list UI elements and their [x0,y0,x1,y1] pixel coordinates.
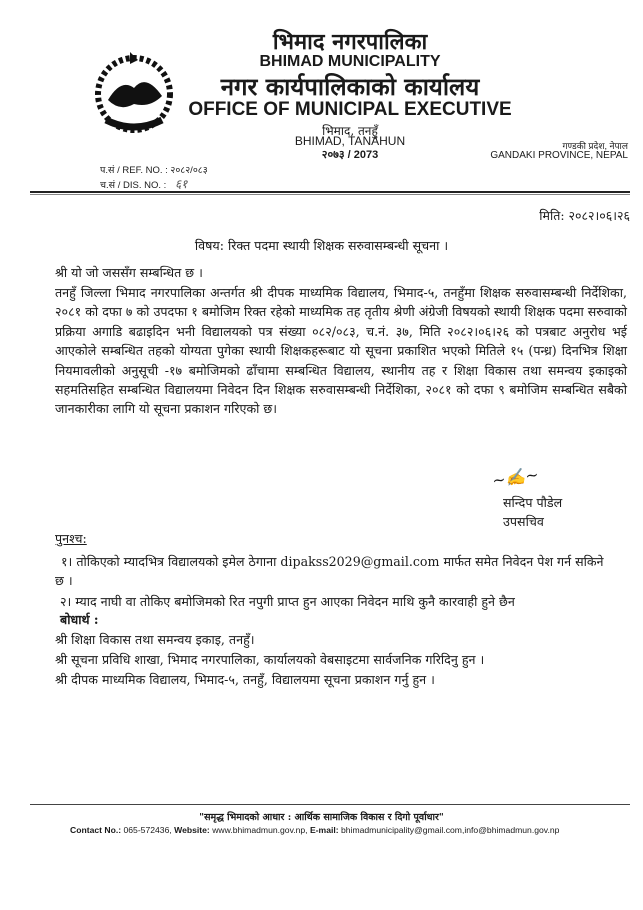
postscript-heading: पुनश्च: [55,531,87,546]
ref-label: प.सं / REF. NO. : [100,165,168,176]
subject: विषय: रिक्त पदमा स्थायी शिक्षक सरुवासम्बन्धी सूचना । [194,238,449,253]
email-label: E-mail: [309,825,339,835]
contact-number: 065-572436, [123,825,172,835]
contact-label: Contact No.: [70,825,122,835]
cc-item: श्री दीपक माध्यमिक विद्यालय, भिमाद-५, तनहुँ, विद्यालयमा सूचना प्रकाशन गर्नु हुन । [55,672,435,687]
signature-mark: ~✍~ [490,464,540,491]
cc-item: श्री शिक्षा विकास तथा समन्वय इकाइ, तनहुँ। [55,632,255,647]
signatory-name: सन्दिप पौडेल [503,495,563,510]
dis-no [100,175,187,192]
salutation: श्री यो जो जससँग सम्बन्धित छ । [55,265,203,280]
location-en: BHIMAD, TANAHUN [294,134,406,148]
website-label: Website: [174,825,210,835]
footer-divider [30,804,630,805]
province-en: GANDAKI PROVINCE, NEPAL [490,150,628,161]
location-np: भिमाद, तनहुँ [322,124,378,138]
website-link[interactable]: www.bhimadmun.gov.np, [212,825,308,835]
header-divider [30,191,630,195]
signatory-title: उपसचिव [503,514,544,529]
footer-contact [70,825,559,835]
dis-value: ६१ [174,177,188,191]
name-en: BHIMAD MUNICIPALITY [259,53,441,70]
notice-body: तनहुँ जिल्ला भिमाद नगरपालिका अन्तर्गत श्री दीपक माध्यमिक विद्यालय, भिमाद-५, तनहुँमा शिक्षक सरुवासम्बन्धी निर्देशिका, २०८१ को दफा ७ को उपदफा १ बमोजिम रिक्त रहेको माध्यमिक तह तृतीय श्रेणी अंग्रेजी विषयको स्थायी शिक्षक पदमा सरुवाको प्रक्रिया अगाडि बढाइदिन भनी विद्यालयको पत्र संख्या ०८२/०८३, च.नं. ३७, मिति २०८२।०६।२६ को पत्रबाट अनुरोध भई आएकोले सम्बन्धित तहको योग्यता पुगेका स्थायी शिक्षकहरूबाट यो सूचना प्रकाशित भएको मितिले १५ (पन्ध्र) दिनभित्र शिक्षा नियमावलीको अनुसूची -१७ बमोजिमको ढाँचामा सम्बन्धित विद्यालय, स्थानीय तह र शिक्षा विकास तथा समन्वय इकाइको सहमतिसहित सम्बन्धित विद्यालयमा निवेदन दिन शिक्षक सरुवासम्बन्धी निर्देशिका, २०८१ को दफा ९ बमोजिम सम्बन्धित सबैको जानकारीका लागि यो सूचना प्रकाशन गरिएको छ। [55,285,627,417]
postscript-item: २। म्याद नाघी वा तोकिए बमोजिमको रित नपुगी प्राप्त हुन आएका निवेदन माथि कुनै कारवाही हुने छैन [60,594,515,609]
province-np: गण्डकी प्रदेश, नेपाल [562,141,628,151]
dis-label: च.सं / DIS. NO. : [100,180,167,191]
footer-slogan: "समृद्ध भिमादको आधार : आर्थिक सामाजिक विकास र दिगो पूर्वाधार" [199,812,444,823]
office-np: नगर कार्यपालिकाको कार्यालय [220,72,480,101]
cc-item: श्री सूचना प्रविधि शाखा, भिमाद नगरपालिका, कार्यालयको वेबसाइटमा सार्वजनिक गरिदिनु हुन । [55,652,485,667]
postscript-item: १। तोकिएको म्यादभित्र विद्यालयको इमेल ठेगाना dipakss2029@gmail.com मार्फत समेत निवेदन पेश गर्न सकिने छ । [55,554,604,589]
ref-value: २०८२/०८३ [170,165,208,176]
office-en: OFFICE OF MUNICIPAL EXECUTIVE [188,99,512,120]
cc-heading: बोधार्थ : [60,612,99,627]
name-np: भिमाद नगरपालिका [272,29,428,55]
established-year: २०७३ / 2073 [321,149,379,161]
date: मिति: २०८२।०६।२६ [539,208,630,223]
email-link[interactable]: bhimadmunicipality@gmail.com,info@bhimadmun.gov.np [341,825,560,835]
